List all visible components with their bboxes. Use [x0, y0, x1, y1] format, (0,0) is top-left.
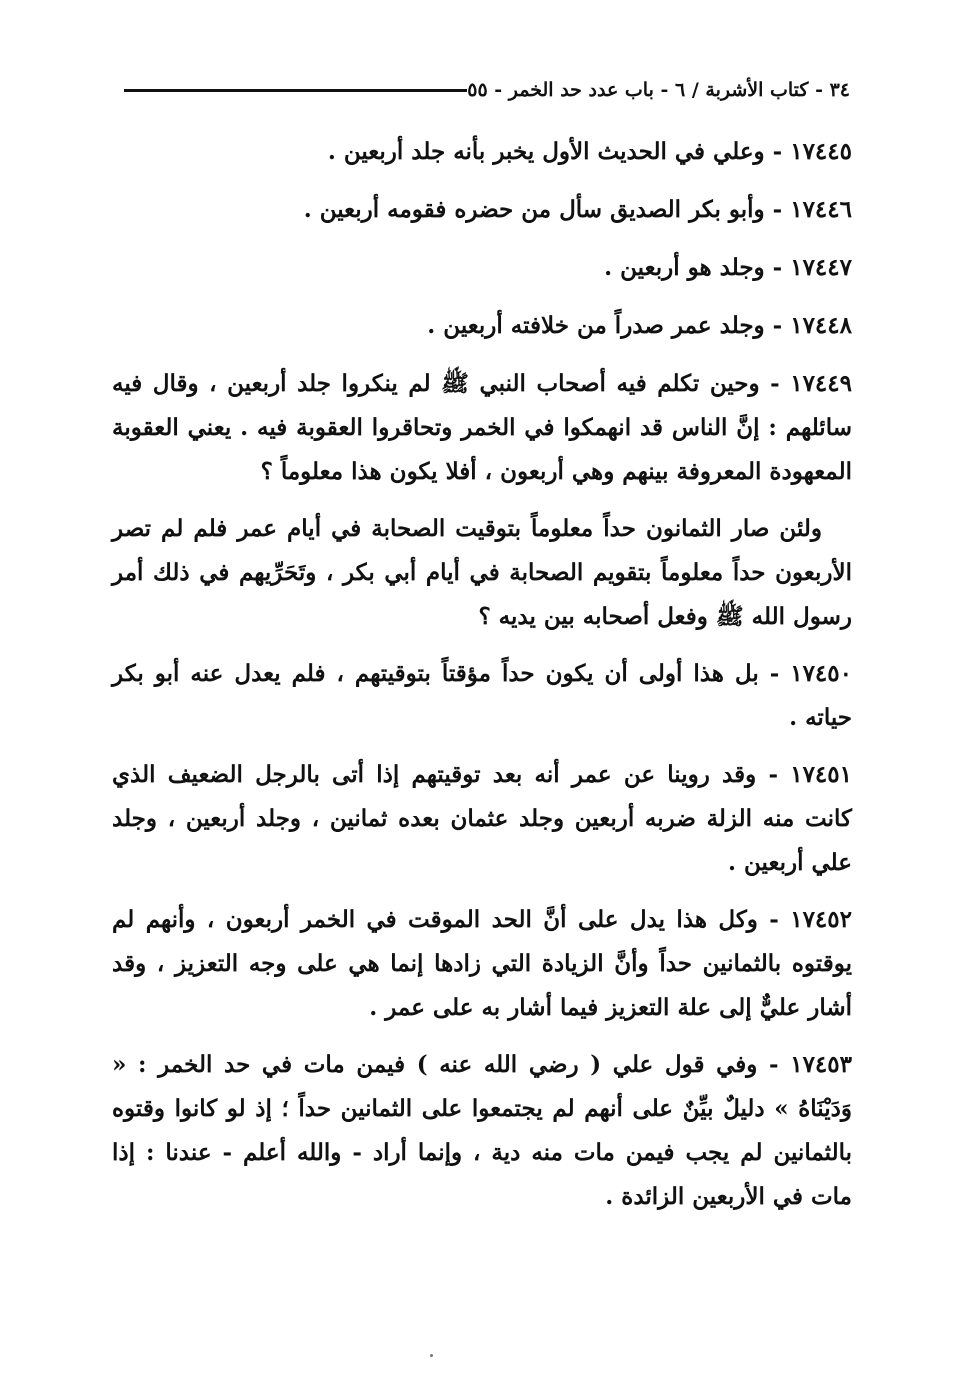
running-header [112, 74, 850, 106]
paragraph-17450: ١٧٤٥٠ - بل هذا أولى أن يكون حداً مؤقتاً بتوقيتهم ، فلم يعدل عنه أبو بكر حياته . [112, 660, 852, 731]
header-rule [124, 89, 467, 92]
body-text [112, 130, 852, 1232]
scan-speck [430, 1354, 433, 1357]
paragraph-commentary: ولئن صار الثمانون حداً معلوماً بتوقيت الصحابة في أيام عمر فلم لم تصر الأربعون حداً معلوماً بتقويم الصحابة في أيام أبي بكر ، وتَحَرِّيهم في ذلك أمر رسول الله ﷺ وفعل أصحابه بين يديه ؟ [112, 515, 852, 630]
paragraph-17445: ١٧٤٤٥ - وعلي في الحديث الأول يخبر بأنه جلد أربعين . [327, 138, 852, 165]
paragraph-17452: ١٧٤٥٢ - وكل هذا يدل على أنَّ الحد الموقت في الخمر أربعون ، وأنهم لم يوقتوه بالثمانين حداً وأنَّ الزيادة التي زادها إنما هي على وجه التعزيز ، وقد أشار عليٌّ إلى علة التعزيز فيما أشار به على عمر . [112, 906, 852, 1021]
paragraph-17447: ١٧٤٤٧ - وجلد هو أربعين . [604, 254, 852, 281]
running-header-text: ٣٤ - كتاب الأشربة / ٦ - باب عدد حد الخمر - ٥٥ [467, 79, 850, 101]
paragraph-17453: ١٧٤٥٣ - وفي قول علي ( رضي الله عنه ) فيمن مات في حد الخمر : « وَدَيْنَاهُ » دليلٌ بيِّنٌ على أنهم لم يجتمعوا على الثمانين حداً ؛ إذ لو كانوا وقتوه بالثمانين لم يجب فيمن مات منه دية ، وإنما أراد - والله أعلم - عندنا : إذا مات في الأربعين الزائدة . [112, 1051, 852, 1210]
paragraph-17446: ١٧٤٤٦ - وأبو بكر الصديق سأل من حضره فقومه أربعين . [303, 196, 852, 223]
paragraph-17449: ١٧٤٤٩ - وحين تكلم فيه أصحاب النبي ﷺ لم ينكروا جلد أربعين ، وقال فيه سائلهم : إنَّ الناس قد انهمكوا في الخمر وتحاقروا العقوبة فيه . يعني العقوبة المعهودة المعروفة بينهم وهي أربعون ، أفلا يكون هذا معلوماً ؟ [112, 370, 852, 485]
paragraph-17451: ١٧٤٥١ - وقد روينا عن عمر أنه بعد توقيتهم إذا أتى بالرجل الضعيف الذي كانت منه الزلة ضربه أربعين وجلد عثمان بعده ثمانين ، وجلد أربعين ، وجلد علي أربعين . [112, 761, 852, 876]
paragraph-17448: ١٧٤٤٨ - وجلد عمر صدراً من خلافته أربعين . [427, 312, 852, 339]
